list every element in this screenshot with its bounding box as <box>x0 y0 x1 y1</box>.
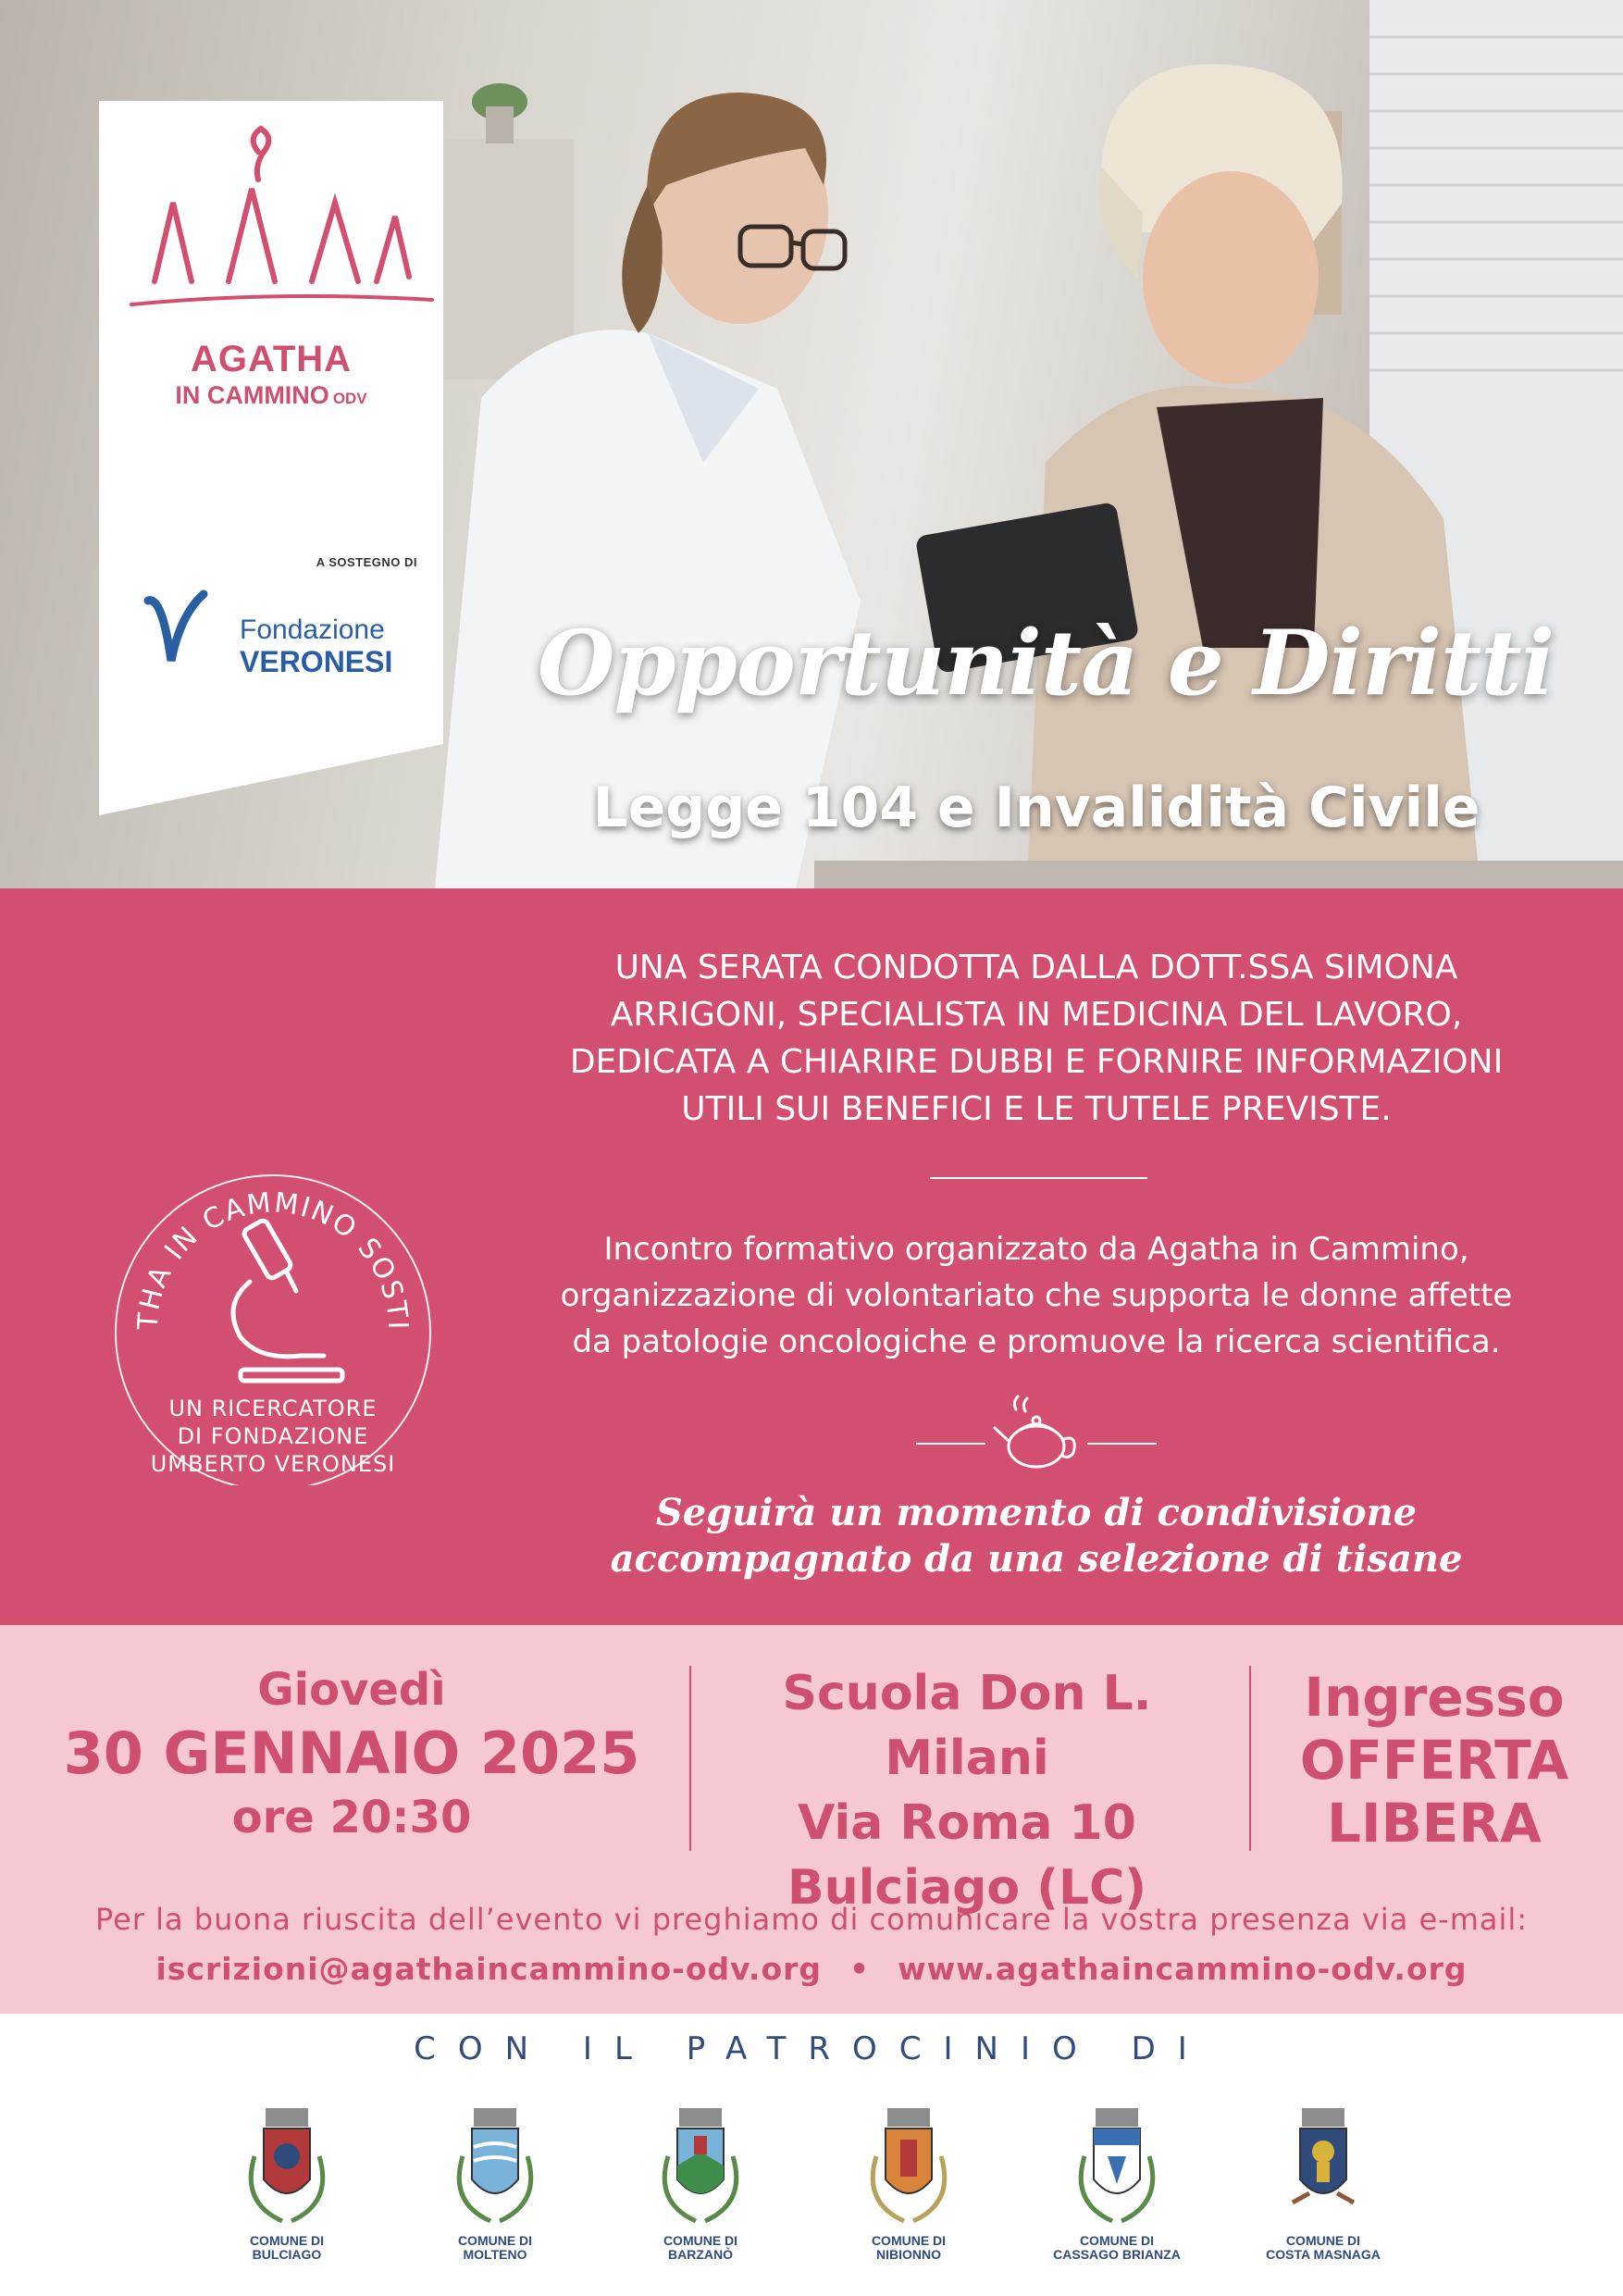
crest-barzano <box>622 2101 779 2262</box>
intro-line: UTILI SUI BENEFICI E LE TUTELE PREVISTE. <box>681 1090 1392 1128</box>
crest-nibionno <box>830 2101 987 2262</box>
support-label: A SOSTEGNO DI <box>316 555 417 569</box>
municipal-crest-icon <box>650 2101 751 2230</box>
teapot-divider <box>916 1393 1157 1480</box>
entry-free: LIBERA <box>1327 1792 1542 1855</box>
description-line: Incontro formativo organizzato da Agatha in Cammino, <box>603 1231 1469 1268</box>
tisane-line: accompagnato da una selezione di tisane <box>610 1537 1463 1581</box>
microscope-icon <box>233 1219 342 1381</box>
event-subtitle: Legge 104 e Invalidità Civile <box>592 776 1481 840</box>
intro-line: ARRIGONI, SPECIALISTA IN MEDICINA DEL LAVORO, <box>610 996 1463 1034</box>
website-link[interactable]: www.agathaincammino-odv.org <box>898 1951 1468 1987</box>
partner-name-bold: VERONESI <box>240 645 393 678</box>
odv-suffix: ODV <box>332 390 367 407</box>
seal-line: UN RICERCATORE <box>168 1396 378 1421</box>
venue-name: Scuola Don L. Milani <box>782 1666 1152 1786</box>
email-link[interactable]: iscrizioni@agathaincammino-odv.org <box>155 1951 823 1987</box>
crest-label: COMUNE DI CASSAGO BRIANZA <box>1053 2233 1181 2262</box>
veronesi-v-icon <box>143 587 208 670</box>
banner-shape <box>99 101 443 815</box>
entry-block <box>1268 1666 1601 1855</box>
org-name: AGATHA <box>190 339 353 379</box>
event-venue-block <box>703 1661 1231 1920</box>
event-time: ore 20:30 <box>231 1792 472 1843</box>
tisane-note <box>481 1490 1592 1582</box>
seal-line: UMBERTO VERONESI <box>150 1451 396 1477</box>
crest-label: COMUNE DI BARZANÒ <box>663 2233 738 2262</box>
intro-text <box>481 944 1592 1133</box>
section-divider <box>930 1177 1147 1179</box>
partner-name: Fondazione <box>240 614 385 645</box>
hero-photo <box>0 0 1623 888</box>
tisane-line: Seguirà un momento di condivisione <box>655 1491 1418 1534</box>
municipal-crest-icon <box>444 2101 546 2230</box>
svg-text:AGATHA IN CAMMINO SOSTIENE <box>102 1134 414 1332</box>
crest-label: COMUNE DI MOLTENO <box>457 2233 533 2262</box>
crest-costa-masnaga <box>1245 2101 1402 2262</box>
entry-offer: OFFERTA <box>1299 1729 1569 1792</box>
municipal-crest-icon <box>858 2101 960 2230</box>
intro-line: DEDICATA A CHIARIRE DUBBI E FORNIRE INFORMAZIONI <box>569 1043 1504 1081</box>
column-divider <box>1249 1666 1251 1851</box>
entry-label: Ingresso <box>1304 1666 1565 1729</box>
column-divider <box>689 1666 691 1851</box>
crest-bulciago <box>208 2101 365 2262</box>
crest-molteno <box>416 2101 574 2262</box>
crest-label: COMUNE DI NIBIONNO <box>871 2233 947 2262</box>
municipal-crest-icon <box>1066 2101 1168 2230</box>
event-date-block <box>37 1661 666 1846</box>
event-title: Opportunità e Diritti <box>537 611 1555 715</box>
event-day: Giovedì <box>257 1664 446 1716</box>
seal-line: DI FONDAZIONE <box>177 1423 369 1449</box>
seal-graphic <box>102 1134 444 1485</box>
crest-label: COMUNE DI BULCIAGO <box>249 2233 325 2262</box>
teapot-icon <box>916 1393 1157 1476</box>
description-line: organizzazione di volontariato che supporta le donne affette <box>560 1277 1513 1314</box>
contact-links <box>0 1951 1623 1987</box>
intro-line: UNA SERATA CONDOTTA DALLA DOTT.SSA SIMONA <box>614 949 1458 987</box>
rsvp-note: Per la buona riuscita dell’evento vi preghiamo di comunicare la vostra presenza via e-mail: <box>94 1902 1529 1937</box>
separator-dot: • <box>849 1951 871 1987</box>
venue-city: Bulciago (LC) <box>787 1860 1147 1916</box>
org-name-sub: IN CAMMINO ODV <box>175 381 367 409</box>
description-line: da patologie oncologiche e promuove la ricerca scientifica. <box>572 1323 1501 1360</box>
municipal-crest-icon <box>1272 2101 1374 2230</box>
patronage-title: CON IL PATROCINIO DI <box>414 2030 1209 2067</box>
description-text <box>481 1226 1592 1365</box>
crest-cassago-brianza <box>1038 2101 1196 2262</box>
logo-banner <box>99 101 443 815</box>
research-seal <box>102 1134 444 1489</box>
event-date: 30 GENNAIO 2025 <box>63 1719 640 1787</box>
municipal-crest-icon <box>236 2101 338 2230</box>
crest-label: COMUNE DI COSTA MASNAGA <box>1266 2233 1381 2262</box>
venue-address: Via Roma 10 <box>798 1795 1136 1851</box>
seal-ring-text: THA IN CAMMINO SOSTI <box>131 1186 415 1332</box>
